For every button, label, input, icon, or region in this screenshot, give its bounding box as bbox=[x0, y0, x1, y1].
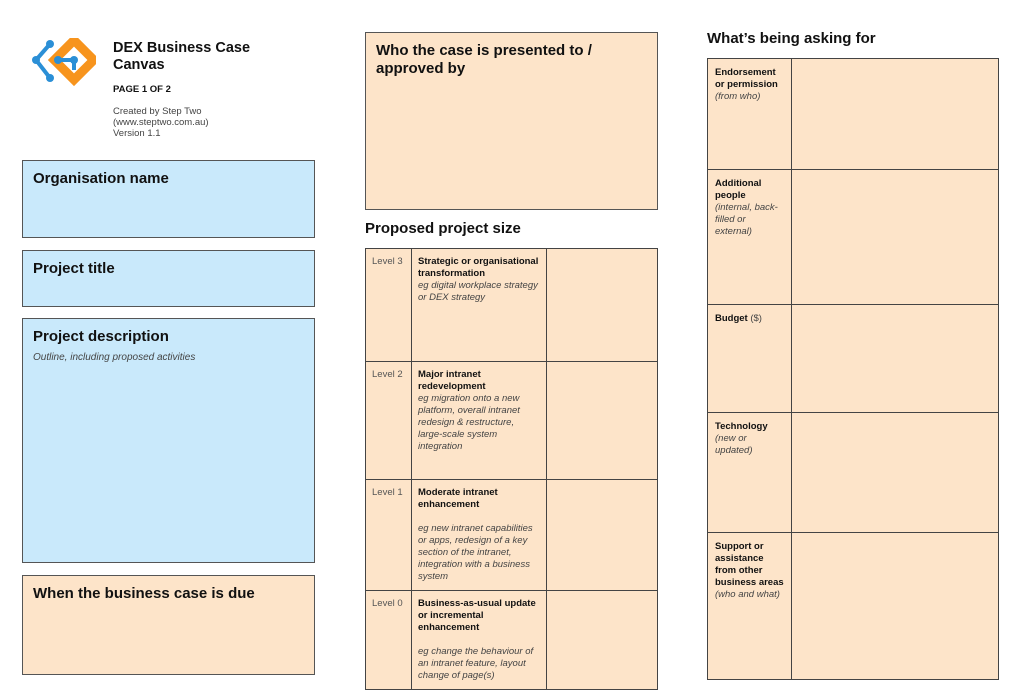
level-description bbox=[412, 249, 547, 362]
request-input-cell[interactable] bbox=[792, 533, 999, 680]
level-selection-cell[interactable] bbox=[547, 480, 658, 591]
request-title: Endorsement or permission bbox=[715, 67, 778, 90]
hint: Outline, including proposed activities bbox=[33, 352, 196, 363]
request-title: Technology bbox=[715, 421, 768, 432]
project-size-row bbox=[366, 362, 658, 480]
level-example: eg migration onto a new platform, overall intranet redesign & restructure, large-scale system integration bbox=[418, 393, 520, 452]
request-note: (new or updated) bbox=[715, 433, 753, 456]
level-selection-cell[interactable] bbox=[547, 362, 658, 480]
label: Who the case is presented to / approved by bbox=[376, 42, 592, 77]
level-title: Business-as-usual update or incremental enhancement bbox=[418, 598, 536, 633]
logo bbox=[30, 38, 96, 92]
request-input-cell[interactable] bbox=[792, 59, 999, 170]
asking-for-row bbox=[708, 413, 999, 533]
credits: Created by Step Two (www.steptwo.com.au) Version 1.1 bbox=[113, 106, 209, 139]
project-size-heading: Proposed project size bbox=[365, 220, 521, 237]
level-example: eg change the behaviour of an intranet feature, layout change of page(s) bbox=[418, 646, 534, 681]
request-note: ($) bbox=[750, 313, 762, 324]
level-description bbox=[412, 591, 547, 690]
project-size-row bbox=[366, 249, 658, 362]
canvas-title: DEX Business Case Canvas bbox=[113, 40, 251, 73]
label: Organisation name bbox=[33, 170, 169, 187]
request-label bbox=[708, 59, 792, 170]
project-title-field[interactable] bbox=[22, 250, 315, 307]
presented-to-field[interactable] bbox=[365, 32, 658, 210]
level-example: eg new intranet capabilities or apps, redesign of a key section of the intranet, integration with a business system bbox=[418, 523, 533, 582]
level-selection-cell[interactable] bbox=[547, 249, 658, 362]
project-size-row bbox=[366, 480, 658, 591]
request-label bbox=[708, 305, 792, 413]
asking-for-row bbox=[708, 59, 999, 170]
project-description-field[interactable] bbox=[22, 318, 315, 563]
level-label: Level 2 bbox=[366, 362, 412, 480]
asking-for-heading: What’s being asking for bbox=[707, 30, 876, 47]
request-label bbox=[708, 413, 792, 533]
request-input-cell[interactable] bbox=[792, 413, 999, 533]
due-date-field[interactable] bbox=[22, 575, 315, 675]
asking-for-table bbox=[707, 58, 999, 680]
request-title: Support or assistance from other business areas bbox=[715, 541, 784, 588]
label: Project title bbox=[33, 260, 115, 277]
level-label: Level 0 bbox=[366, 591, 412, 690]
request-label bbox=[708, 533, 792, 680]
request-input-cell[interactable] bbox=[792, 305, 999, 413]
level-example: eg digital workplace strategy or DEX strategy bbox=[418, 280, 538, 303]
request-note: (from who) bbox=[715, 91, 761, 102]
level-description bbox=[412, 362, 547, 480]
request-note: (who and what) bbox=[715, 589, 780, 600]
level-label: Level 3 bbox=[366, 249, 412, 362]
request-note: (internal, back-filled or external) bbox=[715, 202, 778, 237]
organisation-name-field[interactable] bbox=[22, 160, 315, 238]
request-input-cell[interactable] bbox=[792, 170, 999, 305]
request-label bbox=[708, 170, 792, 305]
project-size-table bbox=[365, 248, 658, 690]
level-title: Moderate intranet enhancement bbox=[418, 487, 498, 510]
level-title: Strategic or organisational transformation bbox=[418, 256, 539, 279]
asking-for-row bbox=[708, 170, 999, 305]
label: When the business case is due bbox=[33, 585, 255, 602]
asking-for-row bbox=[708, 305, 999, 413]
label: Project description bbox=[33, 328, 169, 345]
request-title: Additional people bbox=[715, 178, 762, 201]
level-title: Major intranet redevelopment bbox=[418, 369, 486, 392]
project-size-row bbox=[366, 591, 658, 690]
asking-for-row bbox=[708, 533, 999, 680]
page-indicator: PAGE 1 OF 2 bbox=[113, 84, 171, 95]
request-title: Budget bbox=[715, 313, 748, 324]
level-description bbox=[412, 480, 547, 591]
level-selection-cell[interactable] bbox=[547, 591, 658, 690]
level-label: Level 1 bbox=[366, 480, 412, 591]
